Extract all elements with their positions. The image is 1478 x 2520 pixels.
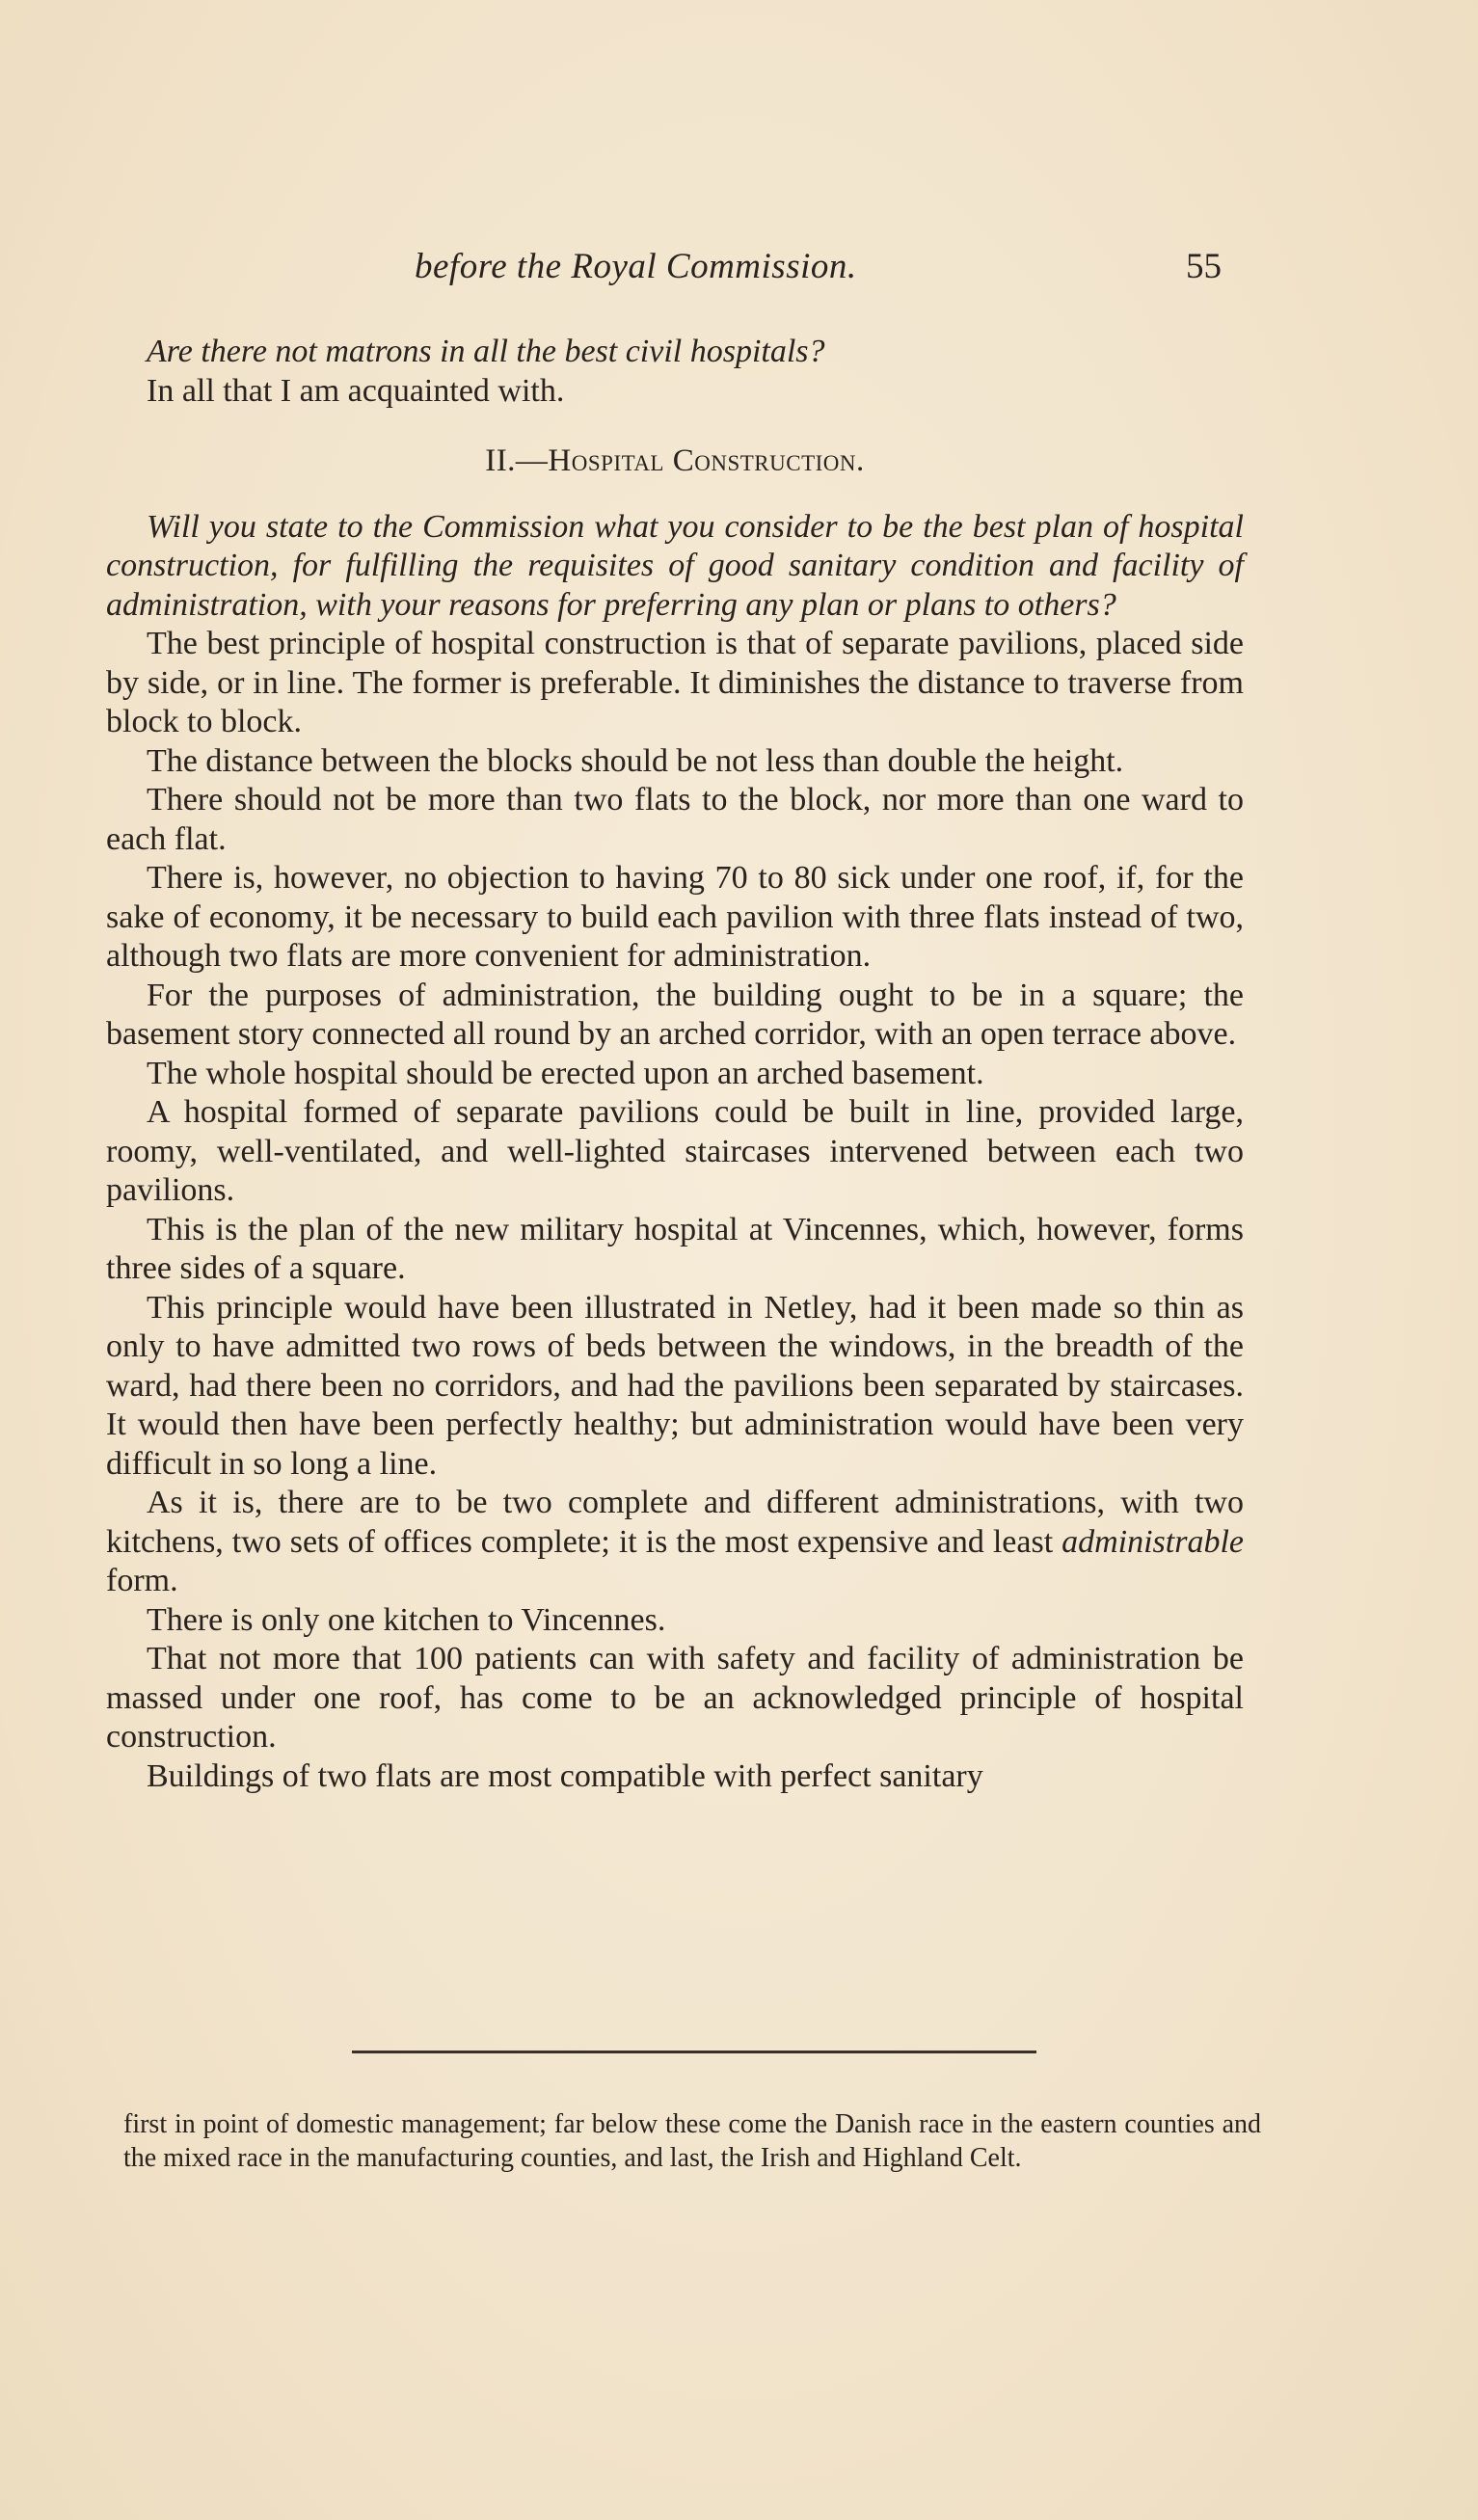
paragraph: The whole hospital should be erected upon an arched basement. <box>147 1055 984 1091</box>
question-hospital-plan: Will you state to the Commission what you consider to be the best plan of hospital construction, for fulfilling the requisites of good sanitary condition and facility of administration, with your reasons for preferring any plan or plans to others? <box>106 508 1244 623</box>
body-text <box>106 333 1244 1796</box>
answer-matrons: In all that I am acquainted with. <box>147 372 565 409</box>
paragraph: There is, however, no objection to having 70 to 80 sick under one roof, if, for the sake of economy, it be necessary to build each pavilion with three flats instead of two, although two flats are more convenient for administration. <box>106 860 1244 974</box>
paragraph: Buildings of two flats are most compatible with perfect sanitary <box>147 1757 983 1794</box>
paragraph: There is only one kitchen to Vincennes. <box>147 1601 666 1638</box>
page-header <box>0 246 1478 294</box>
paragraph: The distance between the blocks should be not less than double the height. <box>147 742 1124 779</box>
section-heading: II.—Hospital Construction. <box>485 443 865 478</box>
paragraph: A hospital formed of separate pavilions could be built in line, provided large, roomy, well-ventilated, and well-lighted staircases intervened between each two pavilions. <box>106 1094 1244 1208</box>
paragraph: The best principle of hospital construction is that of separate pavilions, placed side by side, or in line. The former is preferable. It diminishes the distance to traverse from block to block. <box>106 626 1244 739</box>
question-matrons: Are there not matrons in all the best civil hospitals? <box>147 334 825 369</box>
paragraph-text: As it is, there are to be two complete and different administrations, with two kitchens, two sets of offices complete; it is the most expensive and least <box>106 1485 1244 1560</box>
paragraph-text: form. <box>106 1563 178 1598</box>
paragraph: This principle would have been illustrated in Netley, had it been made so thin as only to have admitted two rows of beds between the windows, in the breadth of the ward, had there been no corridors, and had the pavilions been separated by staircases. It would then have been perfectly healthy; but administration would have been very difficult in so long a line. <box>106 1289 1244 1482</box>
paragraph: This is the plan of the new military hospital at Vincennes, which, however, forms three sides of a square. <box>106 1211 1244 1286</box>
paragraph-administrations <box>106 1484 1244 1601</box>
footnote-rule <box>352 2051 1036 2053</box>
paragraph: That not more that 100 patients can with safety and facility of administration be massed under one roof, has come to be an acknowledged principle of hospital construction. <box>106 1641 1244 1755</box>
footnote: first in point of domestic management; far below these come the Danish race in the eastern counties and the mixed race in the manufacturing counties, and last, the Irish and Highland Celt. <box>123 2109 1261 2173</box>
emphasized-word: administrable <box>1061 1523 1244 1560</box>
paragraph: For the purposes of administration, the building ought to be in a square; the basement story connected all round by an arched corridor, with an open terrace above. <box>106 977 1244 1052</box>
running-title: before the Royal Commission. <box>415 247 857 286</box>
paragraph: There should not be more than two flats to the block, nor more than one ward to each flat. <box>106 782 1244 857</box>
page-number: 55 <box>1186 247 1222 286</box>
